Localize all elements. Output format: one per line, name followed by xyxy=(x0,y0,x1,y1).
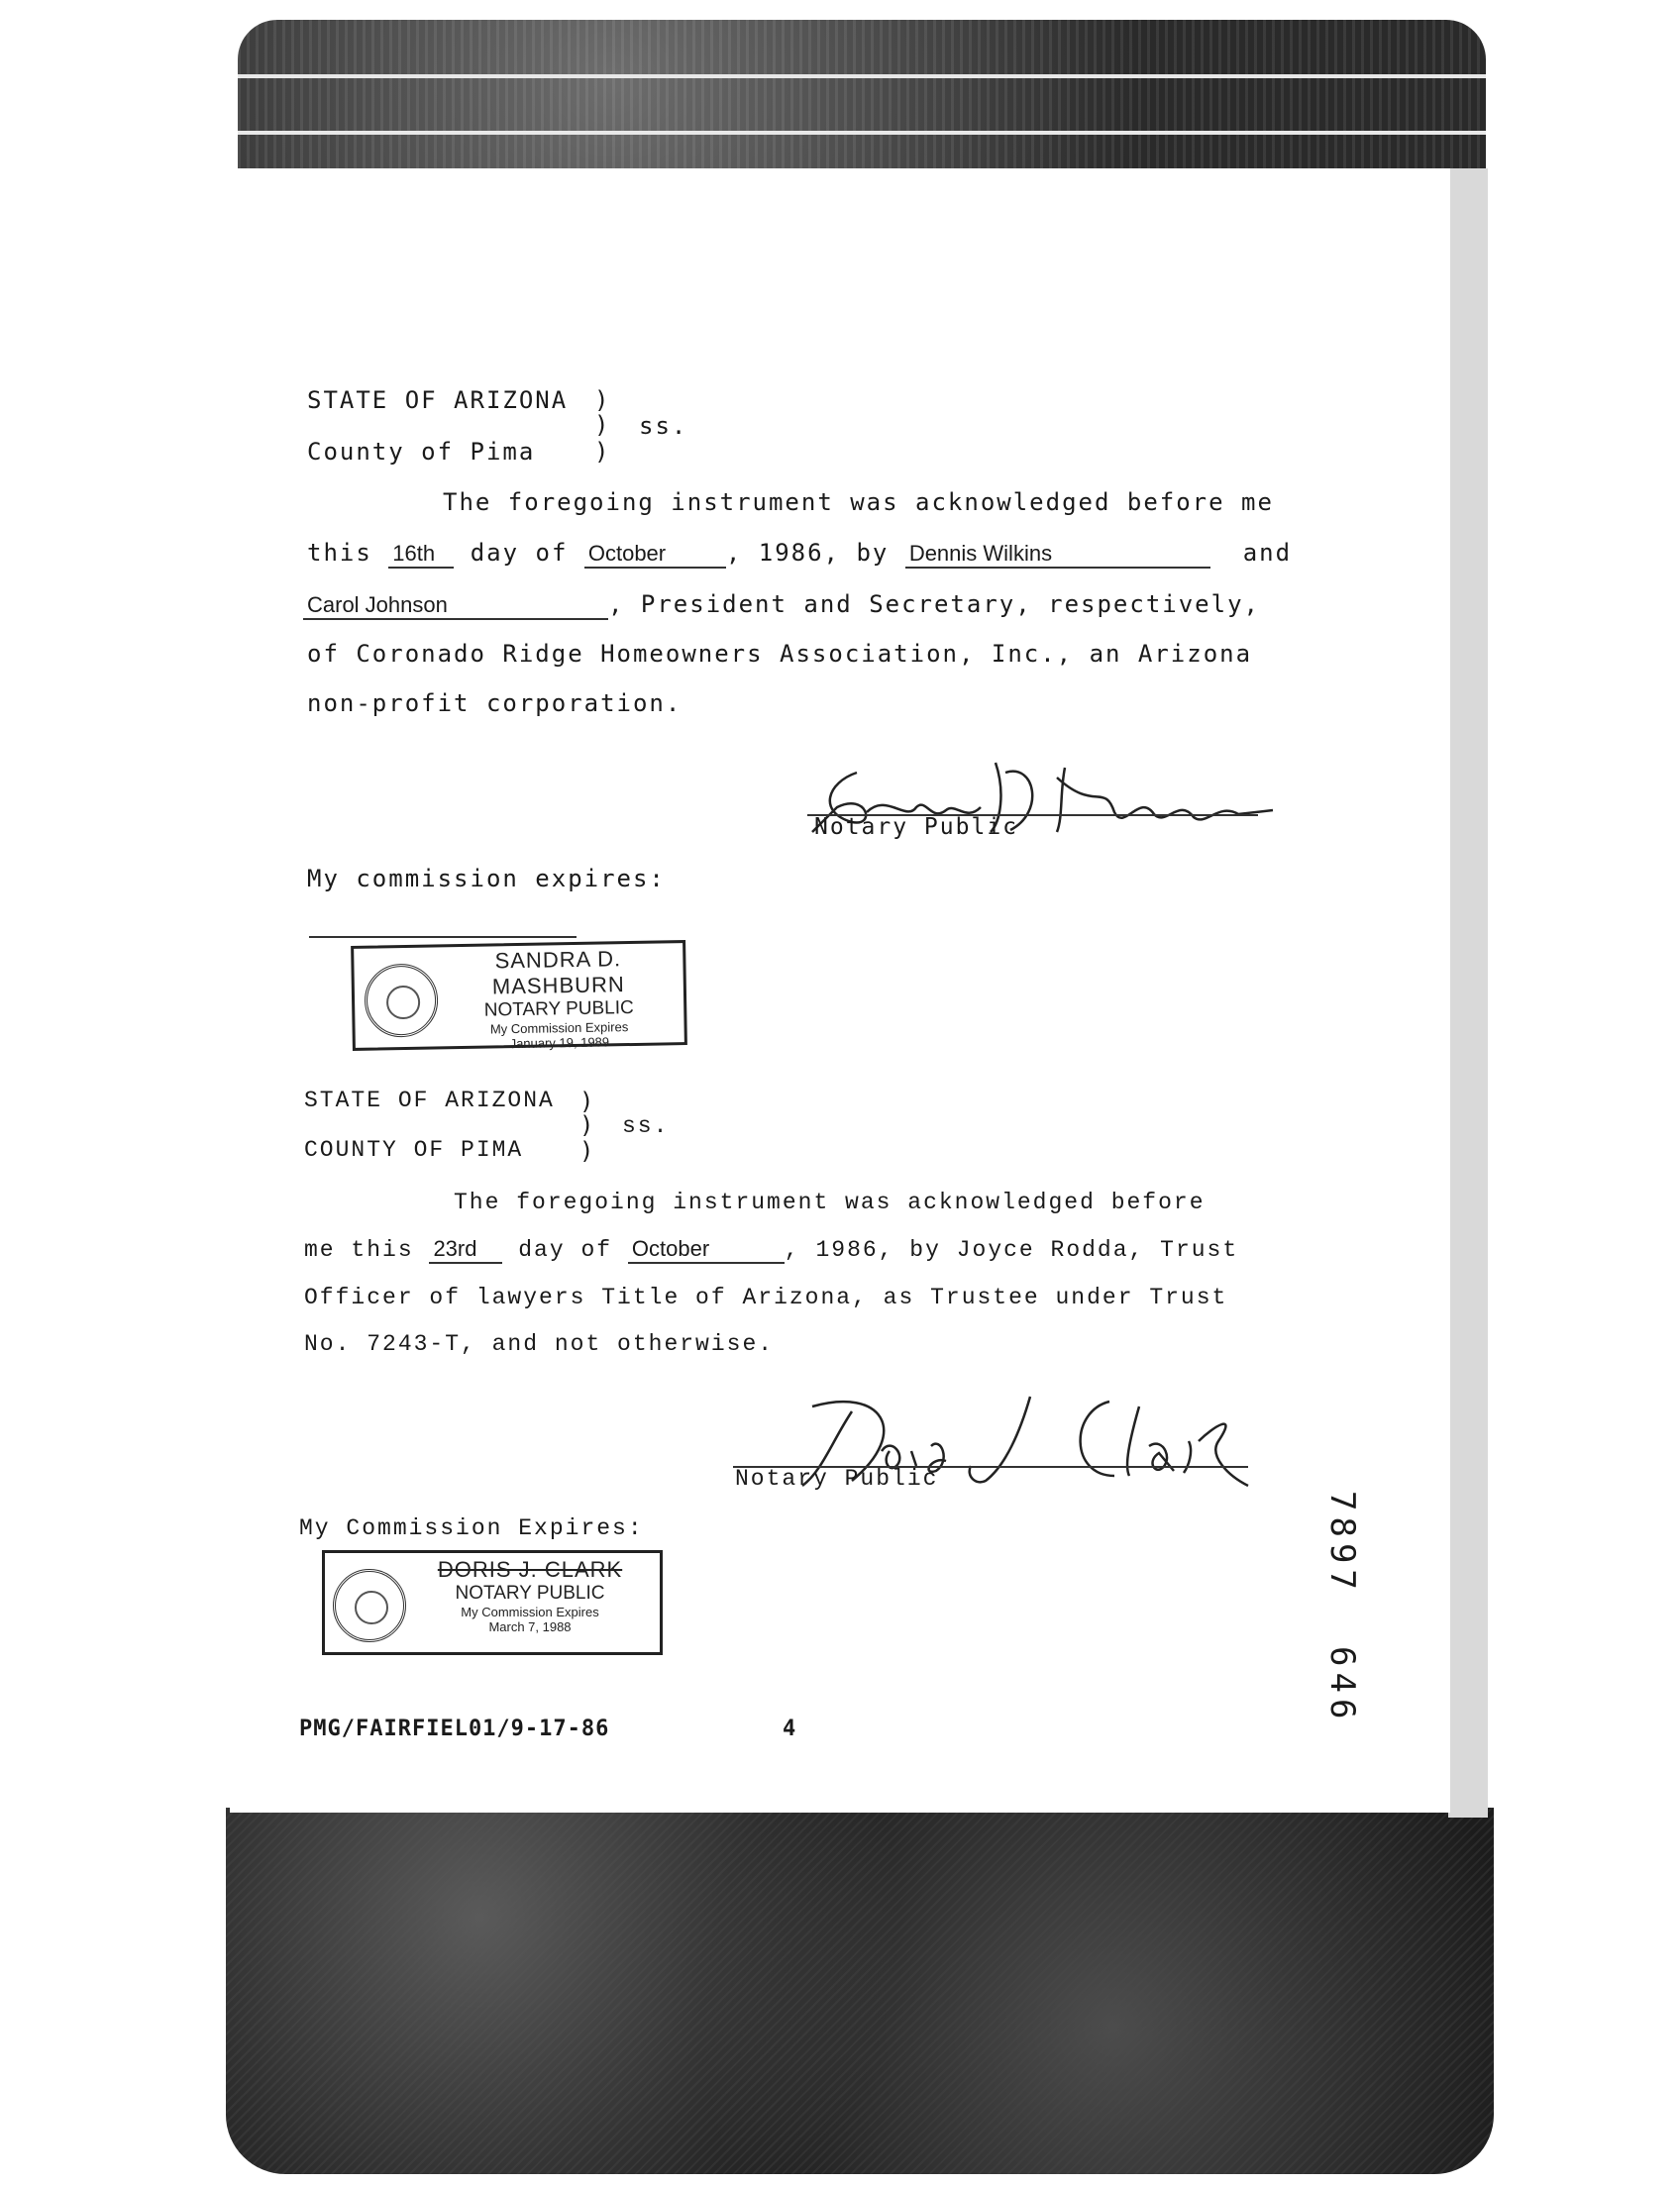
stamp-expires-label-1: My Commission Expires xyxy=(489,1019,629,1037)
stamp-title-1: NOTARY PUBLIC xyxy=(483,996,634,1021)
stamp-expires-date-2: March 7, 1988 xyxy=(488,1619,572,1634)
commission-label-1: My commission expires: xyxy=(307,865,666,892)
stamp-expires-label-2: My Commission Expires xyxy=(461,1605,599,1619)
state-label-1: STATE OF ARIZONA xyxy=(307,386,569,414)
notary-stamp-2 xyxy=(322,1550,663,1655)
ss-label-1: ss. xyxy=(639,412,688,440)
notary-seal-icon xyxy=(364,963,438,1037)
stamp-expires-date-1: January 19, 1989 xyxy=(509,1034,610,1052)
notary-label-1: Notary Public xyxy=(814,814,1019,840)
scan-bottom-border xyxy=(226,1808,1494,2174)
notary-label-2: Notary Public xyxy=(735,1466,939,1492)
paren: ) xyxy=(594,438,609,466)
ack1-line3 xyxy=(303,590,1260,620)
ack2-line4: No. 7243-T, and not otherwise. xyxy=(304,1331,775,1357)
docket-number: 7897 xyxy=(1322,1491,1362,1596)
commission-line-1 xyxy=(309,936,577,938)
text: this xyxy=(307,539,372,567)
text: , 1986, by xyxy=(725,539,890,567)
ack2-line1: The foregoing instrument was acknowledged before xyxy=(454,1190,1206,1215)
day-field-2: 23rd xyxy=(429,1236,502,1264)
text: day of xyxy=(518,1237,613,1263)
page-number: 4 xyxy=(783,1717,798,1741)
ack1-line5: non-profit corporation. xyxy=(307,689,682,717)
paren: ) xyxy=(594,386,609,414)
text: day of xyxy=(470,539,569,567)
notary-stamp-1 xyxy=(351,940,687,1051)
month-field-2: October xyxy=(628,1236,785,1264)
scan-right-edge xyxy=(1448,168,1488,1818)
notary-seal-icon xyxy=(333,1569,406,1642)
scan-top-border xyxy=(238,20,1486,173)
stamp-name-2: DORIS J. CLARK xyxy=(437,1557,623,1582)
paren: ) xyxy=(579,1137,594,1165)
paren: ) xyxy=(579,1111,594,1139)
commission-label-2: My Commission Expires: xyxy=(299,1515,644,1541)
ack1-line2 xyxy=(307,539,1292,569)
paren: ) xyxy=(594,411,609,439)
person1-field: Dennis Wilkins xyxy=(905,541,1210,569)
ack2-line3: Officer of lawyers Title of Arizona, as Trustee under Trust xyxy=(304,1285,1228,1310)
text: , President and Secretary, respectively, xyxy=(608,590,1260,618)
paren: ) xyxy=(579,1088,594,1115)
stamp-name-1: SANDRA D. MASHBURN xyxy=(491,946,625,999)
document-reference: PMG/FAIRFIEL01/9-17-86 xyxy=(299,1717,610,1741)
text: and xyxy=(1242,539,1293,567)
ss-label-2: ss. xyxy=(622,1113,670,1139)
ack1-line4: of Coronado Ridge Homeowners Association, Inc., an Arizona xyxy=(307,640,1253,668)
ack2-line2 xyxy=(304,1236,1238,1264)
page-stamp-number: 646 xyxy=(1322,1646,1362,1725)
day-field-1: 16th xyxy=(388,541,454,569)
text: me this xyxy=(304,1237,414,1263)
stamp-title-2: NOTARY PUBLIC xyxy=(455,1583,605,1604)
ack1-line1: The foregoing instrument was acknowledged before me xyxy=(443,488,1274,516)
person2-field: Carol Johnson xyxy=(303,592,608,620)
state-label-2: STATE OF ARIZONA xyxy=(304,1088,555,1113)
month-field-1: October xyxy=(584,541,726,569)
text: , 1986, by Joyce Rodda, Trust xyxy=(784,1237,1239,1263)
county-label-2: COUNTY OF PIMA xyxy=(304,1137,524,1163)
county-label-1: County of Pima xyxy=(307,438,536,466)
